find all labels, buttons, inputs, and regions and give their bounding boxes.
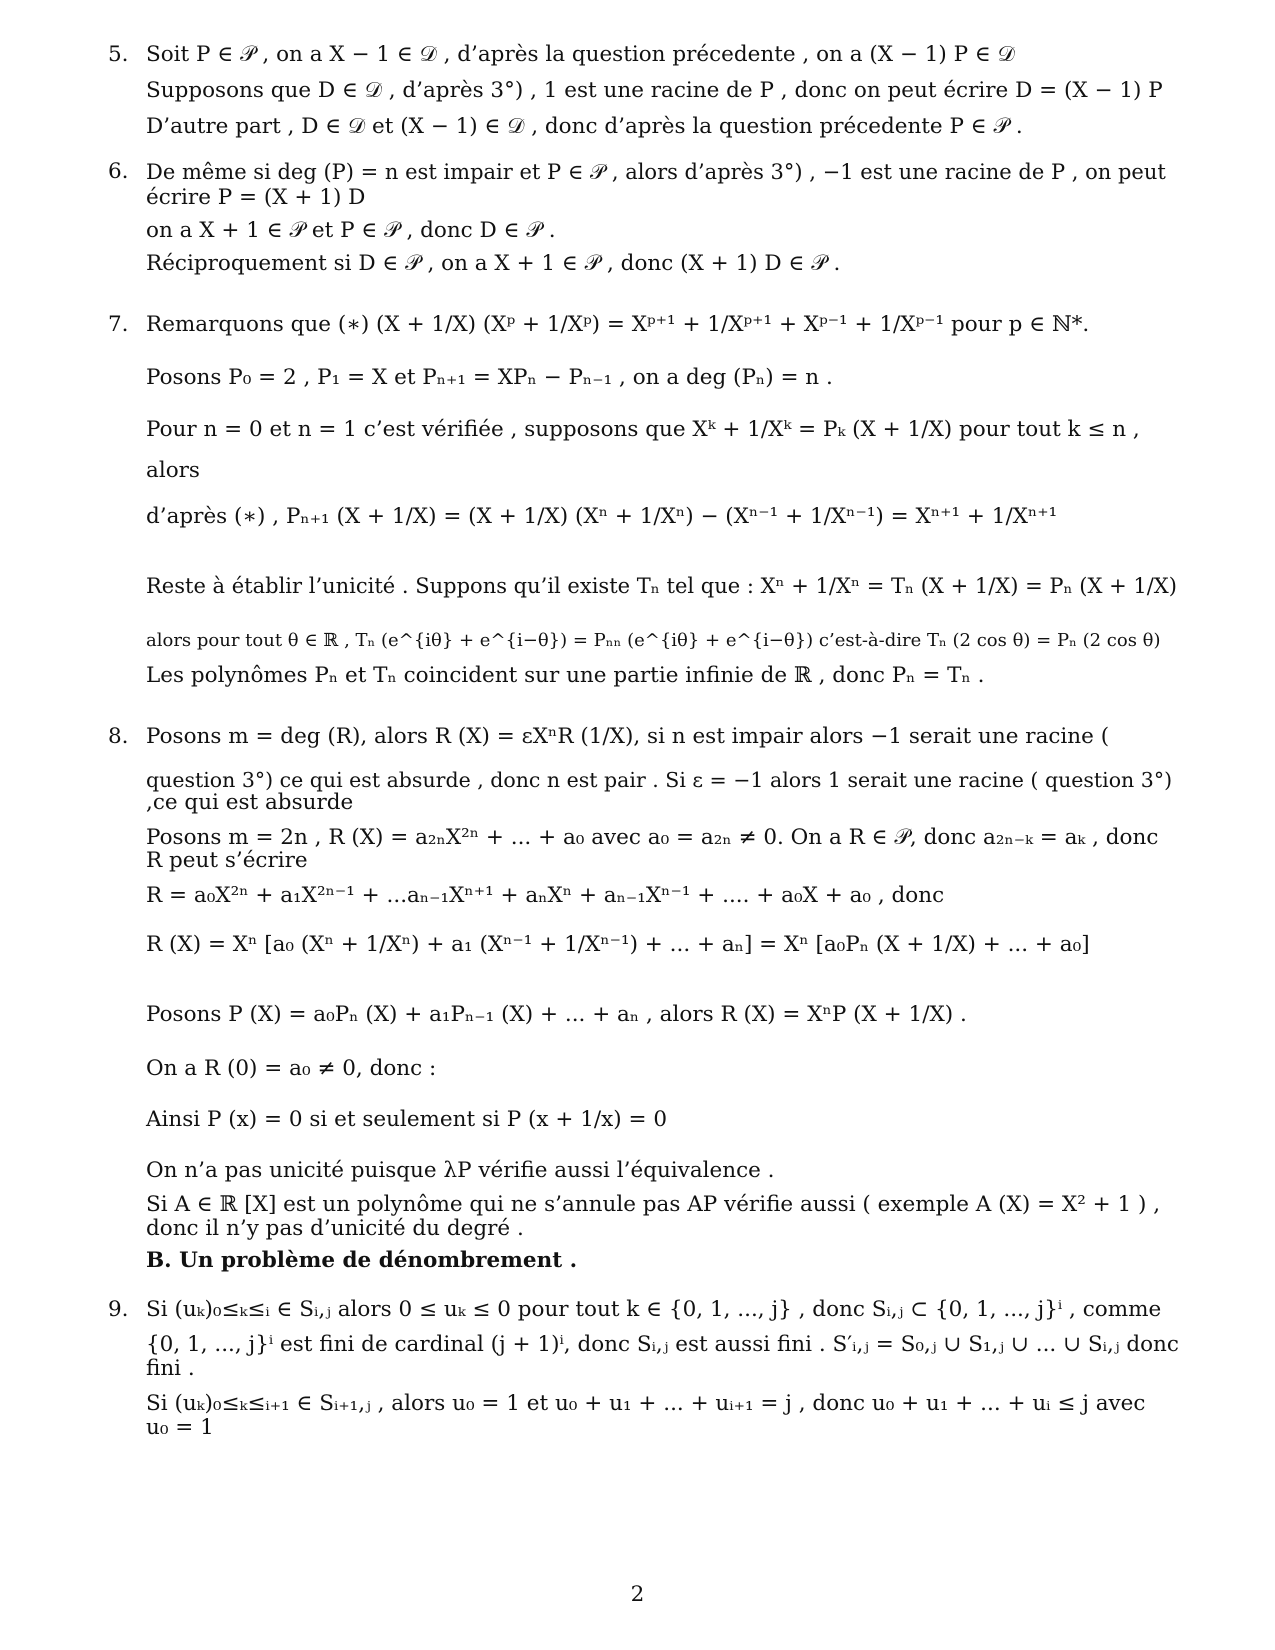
text-line: question 3°) ce qui est absurde , donc n est pair . Si ε = −1 alors 1 serait une racine ( question 3°) [146,768,1173,792]
text-line: Posons m = 2n , R (X) = a₂ₙX²ⁿ + ... + a₀ avec a₀ = a₂ₙ ≠ 0. On a R ∈ 𝒫, donc a₂ₙ₋ₖ = aₖ , donc [146,825,1159,850]
text-line: Si (uₖ)₀≤ₖ≤ᵢ₊₁ ∈ Sᵢ₊₁,ⱼ , alors u₀ = 1 et u₀ + u₁ + ... + uᵢ₊₁ = j , donc u₀ + u₁ + ... + uᵢ ≤ j avec [146,1391,1146,1416]
text-line: Ainsi P (x) = 0 si et seulement si P (x + 1/x) = 0 [146,1107,668,1132]
text-line: Remarquons que (∗) (X + 1/X) (Xᵖ + 1/Xᵖ) = Xᵖ⁺¹ + 1/Xᵖ⁺¹ + Xᵖ⁻¹ + 1/Xᵖ⁻¹ pour p ∈ ℕ*. [146,312,1090,337]
text-line: d’après (∗) , Pₙ₊₁ (X + 1/X) = (X + 1/X) (Xⁿ + 1/Xⁿ) − (Xⁿ⁻¹ + 1/Xⁿ⁻¹) = Xⁿ⁺¹ + 1/Xⁿ⁺¹ [146,504,1058,529]
text-line: alors pour tout θ ∈ ℝ , Tₙ (e^{iθ} + e^{i−θ}) = Pₙₙ (e^{iθ} + e^{i−θ}) c’est-à-dire Tₙ (2 cos θ) = Pₙ (2 cos θ) [146,630,1161,651]
item-number-7: 7. [108,312,129,337]
text-line: On n’a pas unicité puisque λP vérifie aussi l’équivalence . [146,1158,775,1183]
text-line: u₀ = 1 [146,1415,214,1440]
text-line: Si A ∈ ℝ [X] est un polynôme qui ne s’annule pas AP vérifie aussi ( exemple A (X) = X² + 1 ) , [146,1192,1161,1217]
text-line: {0, 1, ..., j}ⁱ est fini de cardinal (j + 1)ⁱ, donc Sᵢ,ⱼ est aussi fini . S′ᵢ,ⱼ = S₀,ⱼ ∪ S₁,ⱼ ∪ ... ∪ Sᵢ,ⱼ donc [146,1332,1179,1357]
text-line: R = a₀X²ⁿ + a₁X²ⁿ⁻¹ + ...aₙ₋₁Xⁿ⁺¹ + aₙXⁿ + aₙ₋₁Xⁿ⁻¹ + .... + a₀X + a₀ , donc [146,883,945,908]
item-number-9: 9. [108,1297,129,1322]
text-line: donc il n’y pas d’unicité du degré . [146,1216,524,1241]
text-line: alors [146,458,200,483]
item-number-5: 5. [108,42,129,67]
text-line: Réciproquement si D ∈ 𝒫 , on a X + 1 ∈ 𝒫 , donc (X + 1) D ∈ 𝒫 . [146,251,841,276]
text-line: Posons P (X) = a₀Pₙ (X) + a₁Pₙ₋₁ (X) + ... + aₙ , alors R (X) = XⁿP (X + 1/X) . [146,1002,967,1027]
text-line: écrire P = (X + 1) D [146,185,366,210]
text-line: R (X) = Xⁿ [a₀ (Xⁿ + 1/Xⁿ) + a₁ (Xⁿ⁻¹ + 1/Xⁿ⁻¹) + ... + aₙ] = Xⁿ [a₀Pₙ (X + 1/X) + ... + a₀] [146,932,1090,957]
text-line: fini . [146,1356,195,1381]
text-line: Supposons que D ∈ 𝒟 , d’après 3°) , 1 est une racine de P , donc on peut écrire D = (X − 1) P [146,78,1163,103]
item-number-6: 6. [108,159,129,184]
text-line: Les polynômes Pₙ et Tₙ coincident sur une partie infinie de ℝ , donc Pₙ = Tₙ . [146,663,985,688]
text-line: Reste à établir l’unicité . Suppons qu’il existe Tₙ tel que : Xⁿ + 1/Xⁿ = Tₙ (X + 1/X) = Pₙ (X + 1/X) [146,574,1177,598]
page-number: 2 [630,1582,645,1607]
text-line: De même si deg (P) = n est impair et P ∈ 𝒫 , alors d’après 3°) , −1 est une racine de P , on peut [146,160,1166,184]
text-line: Si (uₖ)₀≤ₖ≤ᵢ ∈ Sᵢ,ⱼ alors 0 ≤ uₖ ≤ 0 pour tout k ∈ {0, 1, ..., j} , donc Sᵢ,ⱼ ⊂ {0, 1, ..., j}ⁱ , comme [146,1297,1162,1322]
text-line: On a R (0) = a₀ ≠ 0, donc : [146,1056,437,1081]
item-number-8: 8. [108,724,129,749]
text-line: Soit P ∈ 𝒫 , on a X − 1 ∈ 𝒟 , d’après la question précedente , on a (X − 1) P ∈ 𝒟 [146,42,1015,67]
text-line: ,ce qui est absurde [146,790,354,815]
section-heading: B. Un problème de dénombrement . [146,1248,578,1273]
text-line: D’autre part , D ∈ 𝒟 et (X − 1) ∈ 𝒟 , donc d’après la question précedente P ∈ 𝒫 . [146,114,1023,139]
text-line: R peut s’écrire [146,848,308,873]
text-line: on a X + 1 ∈ 𝒫 et P ∈ 𝒫 , donc D ∈ 𝒫 . [146,218,556,243]
text-line: Posons P₀ = 2 , P₁ = X et Pₙ₊₁ = XPₙ − Pₙ₋₁ , on a deg (Pₙ) = n . [146,365,833,390]
text-line: Pour n = 0 et n = 1 c’est vérifiée , supposons que Xᵏ + 1/Xᵏ = Pₖ (X + 1/X) pour tout k ≤ n , [146,417,1140,442]
text-line: Posons m = deg (R), alors R (X) = εXⁿR (1/X), si n est impair alors −1 serait une racine ( [146,724,1110,749]
